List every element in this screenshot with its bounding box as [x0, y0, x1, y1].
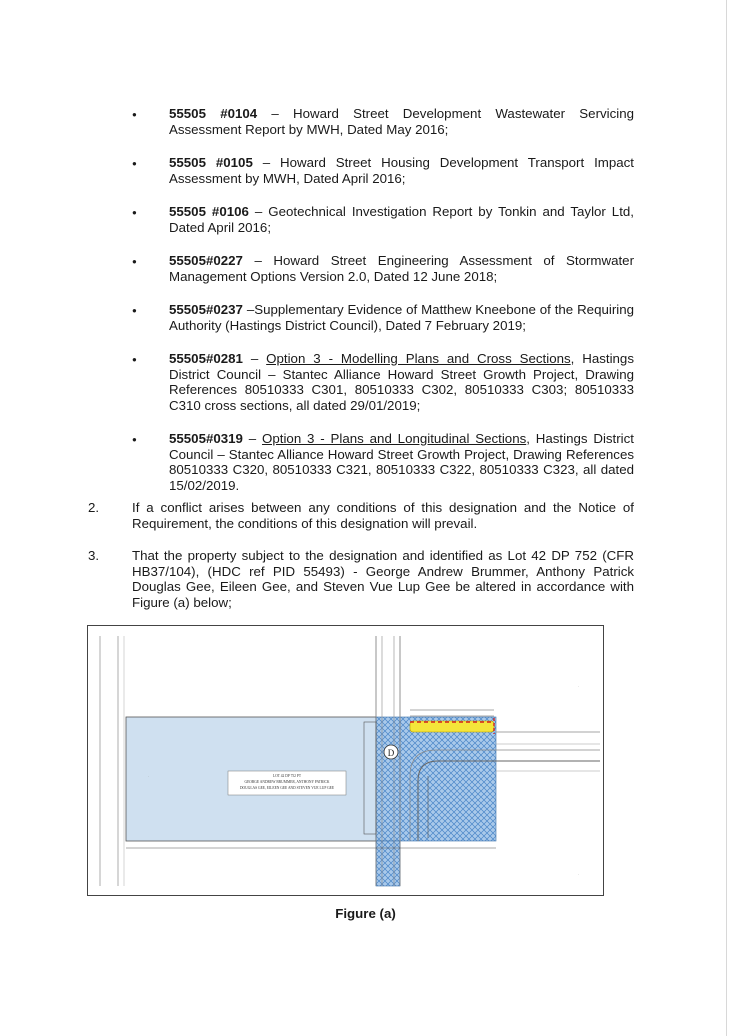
clause-number: 3.	[88, 548, 100, 563]
drawing-title: Option 3 - Plans and Longitudinal Sections	[262, 431, 527, 446]
list-item	[132, 431, 634, 493]
list-item	[132, 351, 634, 413]
list-item	[132, 204, 634, 235]
item-text: – Howard Street Engineering Assessment of Stormwater Management Options Version 2.0, Dated 12 June 2018;	[169, 253, 634, 284]
faint-annotation: ·	[578, 684, 580, 689]
item-text: , Hastings District Council – Stantec Alliance Howard Street Growth Project, Drawing References 80510333 C301, 80510333 C302, 80510333 C303; 80510333 C310 cross sections, all dated 29/01/2019;	[169, 351, 634, 413]
item-text: –Supplementary Evidence of Matthew Kneebone of the Requiring Authority (Hastings District Council), Dated 7 February 2019;	[169, 302, 634, 333]
figure-caption: Figure (a)	[335, 906, 396, 921]
document-ref: 55505#0281	[169, 351, 243, 366]
lot-label-line: LOT 42 DP 752 PT	[272, 774, 302, 778]
list-item	[132, 253, 634, 284]
drawing-title: Option 3 - Modelling Plans and Cross Sections	[266, 351, 571, 366]
lot-label-line: DOUGLAS GEE, EILEEN GEE AND STEVEN VUE LUP GEE	[239, 786, 335, 790]
list-item	[132, 302, 634, 333]
item-text: – Howard Street Development Wastewater Servicing Assessment Report by MWH, Dated May 2016;	[169, 106, 634, 137]
document-ref: 55505 #0104	[169, 106, 258, 121]
clause-text: If a conflict arises between any conditions of this designation and the Notice of Requirement, the conditions of this designation will prevail.	[132, 500, 634, 531]
clause-text: That the property subject to the designation and identified as Lot 42 DP 752 (CFR HB37/104), (HDC ref PID 55493) - George Andrew Brummer, Anthony Patrick Douglas Gee, Eileen Gee, and Steven Vue Lup Gee be altered in accordance with Figure (a) below;	[132, 548, 634, 610]
item-text: , Hastings District Council – Stantec Alliance Howard Street Growth Project, Drawing References 80510333 C320, 80510333 C321, 80510333 C322, 80510333 C323, all dated 15/02/2019.	[169, 431, 634, 493]
page-edge	[726, 0, 727, 1036]
list-item	[132, 155, 634, 186]
faint-annotation: ·	[148, 774, 150, 779]
clause-3	[88, 548, 634, 610]
figure-a-plan	[87, 625, 604, 896]
clause-number: 2.	[88, 500, 100, 515]
item-text: – Howard Street Housing Development Transport Impact Assessment by MWH, Dated April 2016;	[169, 155, 634, 186]
site-plan-drawing	[88, 626, 603, 895]
item-text: – Geotechnical Investigation Report by Tonkin and Taylor Ltd, Dated April 2016;	[169, 204, 634, 235]
document-ref: 55505#0227	[169, 253, 243, 268]
marker-label: D	[387, 748, 395, 758]
document-ref: 55505#0319	[169, 431, 243, 446]
list-item	[132, 106, 634, 137]
clause-2	[88, 500, 634, 531]
document-ref: 55505#0237	[169, 302, 243, 317]
faint-annotation: ·	[578, 872, 580, 877]
lot-label-line: GEORGE ANDREW BRUMMER, ANTHONY PATRICK	[244, 780, 330, 784]
document-ref: 55505 #0106	[169, 204, 249, 219]
document-ref: 55505 #0105	[169, 155, 253, 170]
reference-list	[132, 106, 634, 511]
item-pre: –	[242, 431, 263, 446]
item-pre: –	[242, 351, 267, 366]
